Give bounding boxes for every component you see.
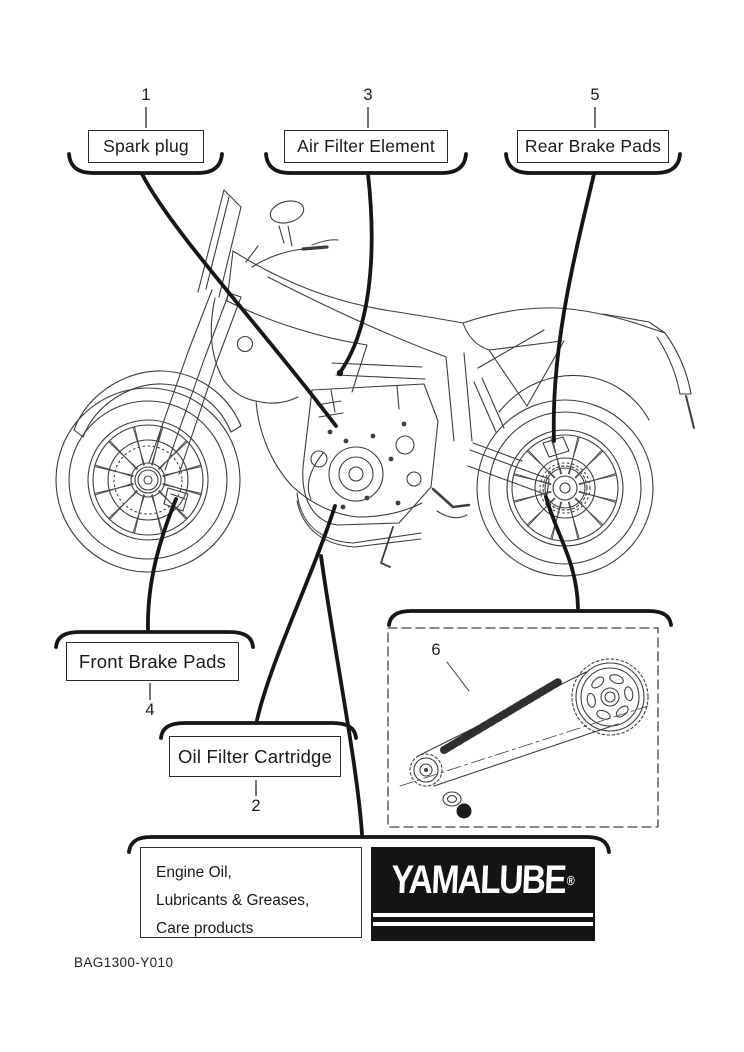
tail-stalk-icon bbox=[657, 333, 691, 394]
callout-number-1: 1 bbox=[141, 86, 151, 104]
label-air-filter-element: Air Filter Element bbox=[284, 130, 448, 163]
callout-number-5: 5 bbox=[590, 86, 600, 104]
mirror-icon bbox=[268, 198, 306, 227]
crankcase-cover-icon bbox=[329, 447, 383, 501]
lower-cowl-icon bbox=[256, 401, 422, 517]
front-sprocket-icon bbox=[410, 754, 442, 786]
bracket-chain-kit bbox=[389, 611, 671, 625]
leader-chain-kit bbox=[546, 497, 578, 608]
mirror-icon bbox=[279, 226, 292, 246]
axle-nut-icon bbox=[443, 792, 461, 806]
rear-shock-icon bbox=[474, 378, 504, 432]
callout-number-6: 6 bbox=[431, 641, 441, 659]
engine-block-icon bbox=[303, 384, 438, 525]
motorcycle-illustration bbox=[56, 190, 694, 576]
lock-nut-icon bbox=[457, 804, 472, 819]
label-rear-brake-pads: Rear Brake Pads bbox=[517, 130, 669, 163]
cylinder-lines bbox=[317, 386, 399, 417]
fuel-tank-line bbox=[233, 251, 463, 323]
fairing-bolt-icon bbox=[238, 337, 253, 352]
care-products-line: Engine Oil, bbox=[156, 864, 232, 881]
leader-front-brake bbox=[148, 499, 176, 629]
kickstand-icon bbox=[381, 527, 393, 567]
frame-spine-line bbox=[268, 277, 446, 357]
front-fender-icon bbox=[74, 371, 241, 437]
frame-pivot-lines bbox=[446, 330, 544, 441]
side-shroud-line bbox=[227, 251, 367, 392]
care-products-box bbox=[140, 847, 362, 938]
yamalube-wordmark bbox=[387, 847, 578, 913]
leader-spark-plug bbox=[142, 174, 336, 426]
engine-bolts bbox=[328, 422, 407, 510]
callout-number-4: 4 bbox=[145, 701, 155, 719]
chain-run-lines bbox=[418, 672, 618, 786]
label-spark-plug: Spark plug bbox=[88, 130, 204, 163]
front-fork-icon bbox=[149, 290, 241, 474]
callout-number-2: 2 bbox=[251, 797, 261, 815]
footpeg-icon bbox=[433, 489, 469, 507]
chain-number-pointer bbox=[447, 662, 469, 691]
label-oil-filter-cartridge: Oil Filter Cartridge bbox=[169, 736, 341, 777]
front-wheel-icon bbox=[56, 388, 240, 572]
callout-brackets bbox=[56, 154, 680, 852]
drawing-part-code: BAG1300-Y010 bbox=[74, 955, 174, 970]
rear-sprocket-icon bbox=[572, 659, 648, 735]
mudflap-icon bbox=[686, 396, 694, 428]
label-front-brake-pads: Front Brake Pads bbox=[66, 642, 239, 681]
leader-oil-filter bbox=[257, 506, 335, 720]
registered-trademark-icon: ® bbox=[566, 872, 576, 888]
handlebar-grip-icon bbox=[303, 247, 327, 249]
callout-number-3: 3 bbox=[363, 86, 373, 104]
seat-line bbox=[463, 308, 641, 350]
swingarm-icon bbox=[468, 443, 549, 495]
care-products-line: Care products bbox=[156, 920, 254, 937]
brake-lever-icon bbox=[312, 240, 338, 245]
leader-care-products bbox=[321, 556, 362, 834]
brand-name: YAMALUBE bbox=[390, 857, 567, 902]
leader-air-filter-dot bbox=[337, 370, 343, 376]
yamalube-logo bbox=[371, 847, 595, 941]
logo-stripe bbox=[373, 922, 593, 926]
brake-pedal-icon bbox=[437, 511, 467, 518]
care-products-line: Lubricants & Greases, bbox=[156, 892, 310, 909]
